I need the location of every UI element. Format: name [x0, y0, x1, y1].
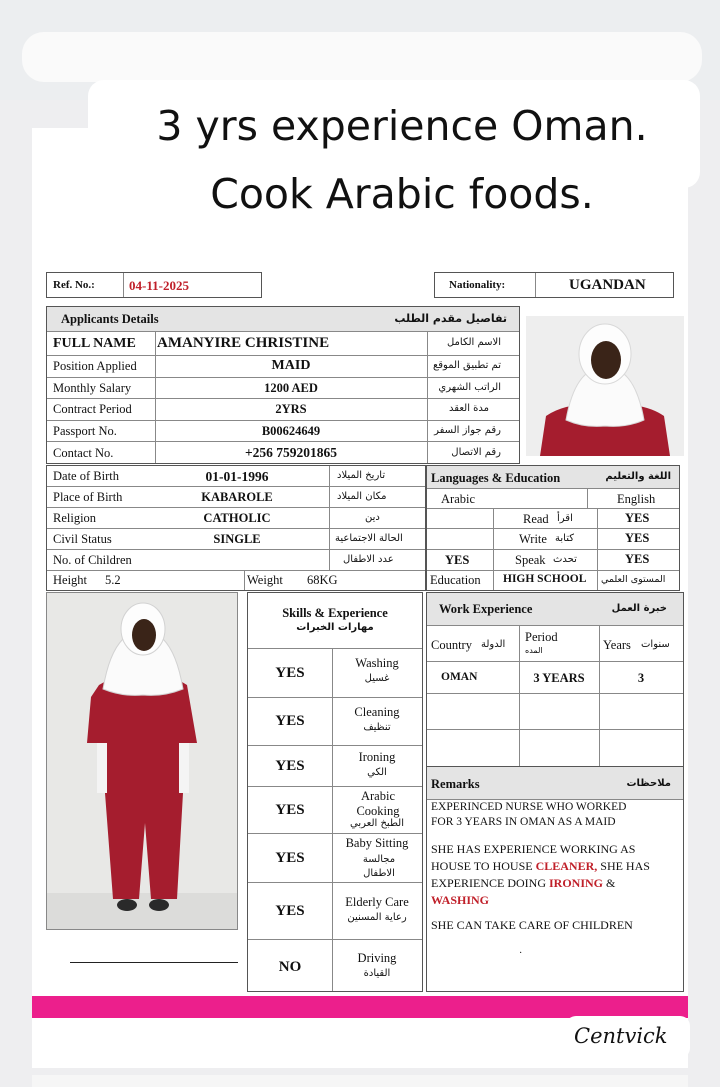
babysitting-value: YES: [275, 850, 305, 866]
work-title-ar: خبرة العمل: [611, 603, 667, 614]
pob-value: KABAROLE: [201, 490, 273, 504]
full-body-photo: [46, 592, 238, 930]
signature-box: [566, 1016, 690, 1058]
remarks-title: Remarks: [431, 777, 480, 791]
read-english: YES: [625, 511, 650, 525]
ref-box: [46, 272, 262, 298]
speak-ar: تحدث: [553, 554, 577, 565]
applicant-details-table: [46, 306, 520, 464]
height-label: Height: [53, 573, 88, 587]
work-period: 3 YEARS: [533, 671, 585, 685]
washing-value: YES: [275, 665, 305, 681]
position-label: Position Applied: [53, 359, 137, 373]
height-value: 5.2: [105, 573, 121, 587]
work-period-header-ar: المده: [525, 646, 543, 655]
pink-stripe: [32, 996, 688, 1018]
weight-value: 68KG: [307, 573, 338, 587]
education-value: HIGH SCHOOL: [503, 573, 587, 585]
read-ar: اقرأ: [557, 513, 573, 524]
babysitting-ar: مجالسة الاطفال: [362, 854, 396, 879]
civil-label: Civil Status: [53, 532, 112, 546]
applicant-title: Applicants Details: [61, 312, 159, 326]
elderly-value: YES: [275, 903, 305, 919]
signature-line: [70, 962, 238, 963]
portrait-photo: [526, 316, 684, 456]
driving-label: Driving: [357, 951, 397, 965]
nationality-box: [434, 272, 674, 298]
salary-value: 1200 AED: [264, 381, 318, 395]
contract-label: Contract Period: [53, 402, 132, 416]
driving-value: NO: [278, 959, 302, 975]
write-label: Write: [519, 532, 547, 546]
remarks-title-ar: ملاحظات: [626, 778, 671, 789]
passport-value: B00624649: [261, 424, 321, 438]
speak-english: YES: [625, 552, 650, 566]
full-name-ar: الاسم الكامل: [446, 337, 501, 348]
ironing-label: Ironing: [358, 750, 396, 764]
pob-label: Place of Birth: [53, 490, 123, 504]
work-years-header: Years: [603, 638, 631, 652]
driving-ar: القيادة: [363, 968, 391, 979]
languages-table: [426, 465, 680, 591]
languages-title: Languages & Education: [431, 471, 561, 485]
remarks-p2-line1: SHE HAS EXPERIENCE WORKING AS: [431, 842, 636, 856]
passport-label: Passport No.: [53, 424, 117, 438]
contact-label: Contact No.: [53, 446, 114, 460]
washing-ar: غسيل: [364, 673, 390, 684]
signature-text: Centvick: [574, 1024, 668, 1048]
washing-label: Washing: [355, 656, 399, 670]
lang-arabic-header: Arabic: [441, 492, 476, 506]
ironing-value: YES: [275, 758, 305, 774]
work-country-header-ar: الدولة: [481, 639, 506, 650]
cleaning-label: Cleaning: [354, 705, 400, 719]
remarks-p2-line2: HOUSE TO HOUSE CLEANER, SHE HAS: [431, 859, 650, 873]
children-ar: عدد الاطفال: [343, 554, 394, 565]
skills-table: [247, 592, 423, 992]
salary-ar: الراتب الشهري: [438, 382, 501, 393]
skills-title: Skills & Experience: [282, 606, 388, 620]
ref-value: 04-11-2025: [129, 278, 189, 293]
read-label: Read: [523, 512, 549, 526]
ironing-ar: الكي: [367, 767, 387, 778]
work-years-header-ar: سنوات: [641, 639, 670, 650]
languages-title-ar: اللغة والتعليم: [605, 471, 671, 482]
nationality-value: UGANDAN: [569, 277, 646, 293]
position-ar: تم تطبيق الموقع: [432, 360, 501, 371]
cooking-ar: الطبخ العربي: [350, 818, 404, 829]
speak-label: Speak: [515, 553, 546, 567]
ref-label: Ref. No.:: [53, 279, 95, 291]
caption-line-2: Cook Arabic foods.: [210, 170, 594, 218]
elderly-ar: رعاية المسنين: [347, 912, 407, 923]
write-english: YES: [625, 531, 650, 545]
children-label: No. of Children: [53, 553, 132, 567]
remarks-dot: ·: [519, 948, 523, 959]
religion-value: CATHOLIC: [203, 511, 271, 525]
work-country-header: Country: [431, 638, 472, 652]
remarks-p1-line2: FOR 3 YEARS IN OMAN AS A MAID: [431, 816, 616, 828]
remarks-p1-line1: EXPERINCED NURSE WHO WORKED: [431, 801, 627, 813]
work-title: Work Experience: [439, 602, 533, 616]
write-ar: كتابة: [555, 533, 574, 544]
work-experience-table: [426, 592, 684, 768]
babysitting-label: Baby Sitting: [345, 836, 409, 850]
education-label: Education: [430, 573, 481, 587]
applicant-title-ar: تفاصيل مقدم الطلب: [394, 312, 507, 325]
weight-label: Weight: [247, 573, 283, 587]
position-value: MAID: [271, 358, 311, 373]
speak-arabic: YES: [445, 553, 470, 567]
dob-value: 01-01-1996: [205, 469, 269, 484]
message-bubble: [22, 32, 702, 82]
work-years: 3: [637, 671, 645, 685]
contract-value: 2YRS: [275, 402, 307, 416]
remarks-p2-line3: EXPERIENCE DOING IRONING &: [431, 876, 616, 890]
remarks-p2-line4: WASHING: [431, 893, 490, 907]
work-period-header: Period: [525, 630, 558, 644]
caption-box: [88, 80, 700, 218]
dob-ar: تاريخ الميلاد: [337, 470, 386, 481]
civil-value: SINGLE: [213, 532, 261, 546]
work-country: OMAN: [441, 671, 478, 683]
remarks-p3: SHE CAN TAKE CARE OF CHILDREN: [431, 918, 633, 932]
full-name-label: FULL NAME: [53, 336, 136, 351]
civil-ar: الحالة الاجتماعية: [335, 533, 403, 544]
full-name-value: AMANYIRE CHRISTINE: [157, 335, 330, 351]
contact-value: +256 759201865: [244, 445, 338, 460]
contact-ar: رقم الاتصال: [451, 447, 501, 458]
lang-english-header: English: [617, 492, 656, 506]
dob-label: Date of Birth: [53, 469, 119, 483]
cooking-value: YES: [275, 802, 305, 818]
cooking-label: Arabic Cooking: [356, 789, 400, 818]
remarks-box: [426, 766, 684, 992]
elderly-label: Elderly Care: [345, 895, 409, 909]
skills-title-ar: مهارات الخبرات: [296, 622, 374, 633]
education-ar: المستوى العلمي: [601, 574, 666, 585]
caption-line-1: 3 yrs experience Oman.: [156, 102, 648, 150]
religion-ar: دين: [365, 512, 380, 523]
bottom-bar: [32, 1075, 688, 1087]
salary-label: Monthly Salary: [53, 381, 132, 395]
cleaning-value: YES: [275, 713, 305, 729]
contract-ar: مدة العقد: [449, 403, 489, 414]
pob-ar: مكان الميلاد: [337, 491, 387, 502]
personal-info-table: [46, 465, 426, 591]
passport-ar: رقم جواز السفر: [434, 425, 501, 436]
nationality-label: Nationality:: [449, 279, 506, 291]
religion-label: Religion: [53, 511, 97, 525]
cleaning-ar: تنظيف: [363, 722, 391, 733]
